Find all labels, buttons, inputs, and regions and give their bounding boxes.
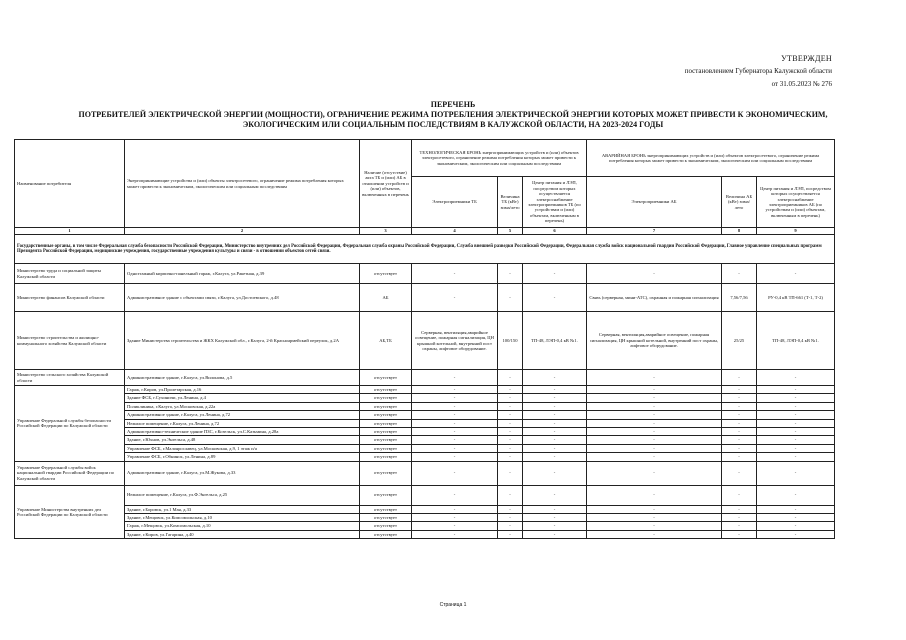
header-tech-value: Величина ТБ (кВт) зима/лето [498, 177, 523, 228]
dash-cell: - [757, 522, 835, 530]
ab-value-cell: 25/25 [722, 312, 757, 370]
table-row [15, 530, 835, 538]
column-numbers-row [15, 228, 835, 235]
title-line-3: ЭКОЛОГИЧЕСКИМ ИЛИ СОЦИАЛЬНЫМ ПОСЛЕДСТВИЯМ В КАЛУЖСКОЙ ОБЛАСТИ, НА 2023-2024 ГОДЫ [242, 120, 664, 129]
dash-cell: - [722, 461, 757, 485]
header-emerg-receivers: Электроприемники АБ [587, 177, 722, 228]
ab-supply-cell: ТП-48, ЛЭП-0,4 кВ №1. [757, 312, 835, 370]
page-footer: Страница 1 [439, 602, 467, 608]
device-cell: Нежилое помещение, г.Калуга, ул.Ф.Энгельса, д.25 [125, 485, 360, 505]
presence-cell: отсутствует [360, 461, 412, 485]
tb-supply-cell: ТП-48, ЛЭП-0,4 кВ №1. [523, 312, 587, 370]
dash-cell: - [523, 370, 587, 386]
dash-cell: - [523, 505, 587, 513]
dash-cell: - [412, 411, 498, 419]
dash-cell: - [757, 514, 835, 522]
dash-cell: - [412, 436, 498, 444]
dash-cell: - [523, 453, 587, 461]
dash-cell: - [523, 284, 587, 312]
header-tech-group: ТЕХНОЛОГИЧЕСКАЯ БРОНЬ энергопринимающих устройств и (или) объектов электросетевого, ограничение режима потребления которых может привести к экономическим, экологическим или социальным последствиям [412, 140, 587, 177]
dash-cell: - [412, 284, 498, 312]
dash-cell: - [412, 428, 498, 436]
dash-cell: - [498, 505, 523, 513]
dash-cell: - [523, 530, 587, 538]
dash-cell: - [587, 444, 722, 452]
consumer-cell: Министерство финансов Калужской области [15, 284, 125, 312]
approval-decree: постановлением Губернатора Калужской области [684, 67, 832, 75]
dash-cell: - [498, 530, 523, 538]
device-cell: Здание, г.Боровск, ул.1 Мая, д.33 [125, 505, 360, 513]
dash-cell: - [587, 370, 722, 386]
presence-cell: отсутствует [360, 505, 412, 513]
device-cell: Здание, г.Мещовск, ул.Комсомольская, д.10 [125, 514, 360, 522]
device-cell: Гараж, г.Мещовск, ул.Комсомольская, д.10 [125, 522, 360, 530]
dash-cell: - [722, 453, 757, 461]
dash-cell: - [587, 461, 722, 485]
dash-cell: - [523, 522, 587, 530]
presence-cell: отсутствует [360, 514, 412, 522]
dash-cell: - [412, 386, 498, 394]
dash-cell: - [722, 264, 757, 284]
device-cell: Административное здание с объектами связи, г.Калуга, ул.Достоевского, д.48 [125, 284, 360, 312]
dash-cell: - [757, 436, 835, 444]
presence-cell: отсутствует [360, 485, 412, 505]
table-row [15, 411, 835, 419]
dash-cell: - [498, 402, 523, 410]
consumer-cell: Министерство труда и социальной защиты Калужской области [15, 264, 125, 284]
dash-cell: - [722, 370, 757, 386]
dash-cell: - [498, 461, 523, 485]
title-line-2: ПОТРЕБИТЕЛЕЙ ЭЛЕКТРИЧЕСКОЙ ЭНЕРГИИ (МОЩНОСТИ), ОГРАНИЧЕНИЕ РЕЖИМА ПОТРЕБЛЕНИЯ ЭЛЕКТРИЧЕСКОЙ ЭНЕРГИИ КОТОРЫХ МОЖЕТ ПРИВЕСТИ К ЭКОНОМИЧЕСКИМ, [78, 110, 828, 119]
presence-cell: отсутствует [360, 522, 412, 530]
dash-cell: - [523, 428, 587, 436]
approval-heading: УТВЕРЖДЕН [781, 54, 832, 63]
presence-cell: отсутствует [360, 386, 412, 394]
header-emerg-group: АВАРИЙНАЯ БРОНЬ энергопринимающих устройств и (или) объектов электросетевого, ограничение режима потребления которых может привести к экономическим, экологическим или социальным последствиям [587, 140, 835, 177]
dash-cell: - [523, 419, 587, 427]
dash-cell: - [412, 402, 498, 410]
ab-value-cell: 7,56/7,56 [722, 284, 757, 312]
dash-cell: - [498, 419, 523, 427]
col-number: 9 [757, 228, 835, 235]
dash-cell: - [412, 394, 498, 402]
header-devices: Энергопринимающие устройства и (или) объекты электросетевого, ограничение режима потребления которых может привести к экономическим, экологическим или социальным последствиям [125, 140, 360, 228]
table-row [15, 370, 835, 386]
dash-cell: - [412, 264, 498, 284]
dash-cell: - [498, 394, 523, 402]
device-cell: Административное здание, г.Калуга, ул.Ленина, д.72 [125, 411, 360, 419]
device-cell: Управление ФСБ, г.Малоярославец, ул.Московская, д.9, 1 этаж п/а [125, 444, 360, 452]
consumer-cell: Министерство сельского хозяйства Калужской области [15, 370, 125, 386]
table-row [15, 436, 835, 444]
dash-cell: - [498, 428, 523, 436]
col-number: 6 [523, 228, 587, 235]
dash-cell: - [722, 411, 757, 419]
dash-cell: - [498, 444, 523, 452]
dash-cell: - [587, 530, 722, 538]
dash-cell: - [523, 436, 587, 444]
dash-cell: - [722, 428, 757, 436]
dash-cell: - [498, 453, 523, 461]
dash-cell: - [722, 444, 757, 452]
ab-supply-cell: РУ-0,4 кВ ТП-661 (Т-1, Т-2) [757, 284, 835, 312]
dash-cell: - [722, 514, 757, 522]
dash-cell: - [587, 453, 722, 461]
dash-cell: - [757, 485, 835, 505]
dash-cell: - [523, 461, 587, 485]
dash-cell: - [498, 411, 523, 419]
col-number: 2 [125, 228, 360, 235]
header-emerg-supply: Центр питания и ЛЭП, посредством которых осуществляется электроснабжение электроприемников АБ (по устройствам и (или) объектам, включенным в перечень) [757, 177, 835, 228]
presence-cell: АБ [360, 284, 412, 312]
dash-cell: - [523, 394, 587, 402]
dash-cell: - [498, 522, 523, 530]
dash-cell: - [757, 419, 835, 427]
presence-cell: отсутствует [360, 402, 412, 410]
table-row [15, 419, 835, 427]
device-cell: Административно-технические здание ПЗС, г.Козельск, ул.С.Казьмина, д.28а [125, 428, 360, 436]
dash-cell: - [523, 411, 587, 419]
dash-cell: - [412, 419, 498, 427]
dash-cell: - [498, 370, 523, 386]
dash-cell: - [757, 461, 835, 485]
table-row [15, 444, 835, 452]
consumer-cell: Управление Федеральной службы войск национальной гвардии Российской Федерации по Калужской области [15, 461, 125, 485]
dash-cell: - [757, 411, 835, 419]
dash-cell: - [523, 264, 587, 284]
consumers-table [14, 139, 835, 539]
presence-cell: отсутствует [360, 264, 412, 284]
dash-cell: - [757, 505, 835, 513]
consumer-cell: Управление Федеральной службы безопасности Российской Федерации по Калужской области [15, 386, 125, 462]
dash-cell: - [498, 436, 523, 444]
dash-cell: - [757, 444, 835, 452]
dash-cell: - [412, 444, 498, 452]
dash-cell: - [722, 485, 757, 505]
dash-cell: - [498, 514, 523, 522]
presence-cell: отсутствует [360, 394, 412, 402]
dash-cell: - [523, 514, 587, 522]
device-cell: Административное здание, г.Калуга, ул.М.Жукова, д.33 [125, 461, 360, 485]
dash-cell: - [722, 530, 757, 538]
table-row [15, 453, 835, 461]
dash-cell: - [757, 402, 835, 410]
device-cell: Поликлиника, г.Калуга, ул.Московская, д.22а [125, 402, 360, 410]
group-title: Государственные органы, в том числе Федеральная служба безопасности Российской Федерации, Министерство внутренних дел Российской Федерации, Федеральная служба охраны Российской Федерации, Служба внешней разведки Российской Федерации, Федеральная служба войск национальной гвардии Российской Федерации, Главное управление специальных программ Президента Российской Федерации, медицинские учреждения, государственные учреждения культуры и связи - в отношении объектов сетей связи. [15, 235, 835, 264]
dash-cell: - [412, 461, 498, 485]
device-cell: Нежилое помещение, г.Калуга, ул.Ленина, д.72 [125, 419, 360, 427]
presence-cell: отсутствует [360, 453, 412, 461]
header-presence: Наличие (отсутствие) акта ТБ и (или) АБ в отношении устройств и (или) объектов, включенных в перечень [360, 140, 412, 228]
device-cell: Гараж, г.Киров, ул.Пролетарская, д.16 [125, 386, 360, 394]
dash-cell: - [412, 530, 498, 538]
table-row [15, 461, 835, 485]
table-row [15, 505, 835, 513]
dash-cell: - [757, 370, 835, 386]
dash-cell: - [587, 436, 722, 444]
ab-receivers-cell: Связь (серверная, мини-АТС), охранная и пожарная сигнализация [587, 284, 722, 312]
dash-cell: - [722, 402, 757, 410]
dash-cell: - [587, 505, 722, 513]
col-number: 3 [360, 228, 412, 235]
col-number: 5 [498, 228, 523, 235]
dash-cell: - [523, 444, 587, 452]
dash-cell: - [587, 386, 722, 394]
presence-cell: отсутствует [360, 444, 412, 452]
dash-cell: - [498, 264, 523, 284]
dash-cell: - [757, 264, 835, 284]
col-number: 8 [722, 228, 757, 235]
device-cell: Здание Министерства строительства и ЖКХ Калужской обл., г.Калуга, 2-й Красноармейский переулок, д.2А [125, 312, 360, 370]
dash-cell: - [757, 386, 835, 394]
dash-cell: - [412, 505, 498, 513]
table-row [15, 284, 835, 312]
dash-cell: - [587, 485, 722, 505]
table-row [15, 428, 835, 436]
title-line-1: ПЕРЕЧЕНЬ [430, 100, 476, 109]
presence-cell: отсутствует [360, 411, 412, 419]
dash-cell: - [722, 419, 757, 427]
device-cell: Здание ФСБ, г.Сухиничи, ул.Ленина, д.4 [125, 394, 360, 402]
consumer-cell: Управление Министерства внутренних дел Российской Федерации по Калужской области [15, 485, 125, 539]
dash-cell: - [523, 386, 587, 394]
dash-cell: - [587, 264, 722, 284]
dash-cell: - [587, 419, 722, 427]
table-row [15, 522, 835, 530]
dash-cell: - [587, 514, 722, 522]
presence-cell: АБ,ТБ [360, 312, 412, 370]
ab-receivers-cell: Серверная, вентиляция,аварийное освещение, пожарная сигнализация, ЦН крышной котельной, внутренний пост охраны, лифтовое оборудование. [587, 312, 722, 370]
table-row [15, 394, 835, 402]
dash-cell: - [412, 485, 498, 505]
table-row [15, 485, 835, 505]
dash-cell: - [587, 402, 722, 410]
table-row [15, 264, 835, 284]
device-cell: Здание, г.Юхнов, ул.Энгельса, д.48 [125, 436, 360, 444]
dash-cell: - [587, 411, 722, 419]
device-cell: Здание, г.Киров, ул.Гагарина, д.40 [125, 530, 360, 538]
device-cell: Одноэтажный кирпично-панельный гараж, г.Калуга, ул.Ракетная, д.39 [125, 264, 360, 284]
consumer-cell: Министерство строительства и жилищно-коммунального хозяйства Калужской области [15, 312, 125, 370]
presence-cell: отсутствует [360, 530, 412, 538]
dash-cell: - [523, 402, 587, 410]
dash-cell: - [412, 453, 498, 461]
dash-cell: - [587, 522, 722, 530]
presence-cell: отсутствует [360, 428, 412, 436]
dash-cell: - [722, 505, 757, 513]
approval-block [685, 52, 832, 91]
device-cell: Управление ФСБ, г.Обнинск, ул.Ленина, д.89 [125, 453, 360, 461]
tb-value-cell: 100/150 [498, 312, 523, 370]
device-cell: Административное здание, г.Калуга, ул.Вилонова, д.5 [125, 370, 360, 386]
dash-cell: - [412, 514, 498, 522]
dash-cell: - [722, 394, 757, 402]
dash-cell: - [757, 394, 835, 402]
header-tech-supply: Центр питания и ЛЭП, посредством которых осуществляется электроснабжение электроприемников ТБ (по устройствам и (или) объектам, включенным в перечень) [523, 177, 587, 228]
dash-cell: - [412, 522, 498, 530]
table-row [15, 402, 835, 410]
table-row [15, 386, 835, 394]
dash-cell: - [498, 386, 523, 394]
dash-cell: - [722, 436, 757, 444]
table-row [15, 312, 835, 370]
presence-cell: отсутствует [360, 436, 412, 444]
dash-cell: - [757, 428, 835, 436]
document-title [18, 100, 888, 130]
dash-cell: - [722, 522, 757, 530]
header-emerg-value: Величина АБ (кВт) зима/лето [722, 177, 757, 228]
dash-cell: - [722, 386, 757, 394]
dash-cell: - [523, 485, 587, 505]
table-row [15, 514, 835, 522]
dash-cell: - [757, 453, 835, 461]
dash-cell: - [587, 394, 722, 402]
dash-cell: - [757, 530, 835, 538]
col-number: 1 [15, 228, 125, 235]
tb-receivers-cell: Серверная, вентиляция,аварийное освещение, пожарная сигнализация, ЦН крышной котельной, внутренний пост охраны, лифтовое оборудование. [412, 312, 498, 370]
presence-cell: отсутствует [360, 370, 412, 386]
dash-cell: - [412, 370, 498, 386]
header-consumer: Наименование потребителя [15, 140, 125, 228]
dash-cell: - [498, 284, 523, 312]
presence-cell: отсутствует [360, 419, 412, 427]
group-row [15, 235, 835, 264]
col-number: 7 [587, 228, 722, 235]
header-tech-receivers: Электроприемники ТБ [412, 177, 498, 228]
dash-cell: - [498, 485, 523, 505]
approval-date: от 31.05.2023 № 276 [771, 80, 832, 88]
col-number: 4 [412, 228, 498, 235]
dash-cell: - [587, 428, 722, 436]
